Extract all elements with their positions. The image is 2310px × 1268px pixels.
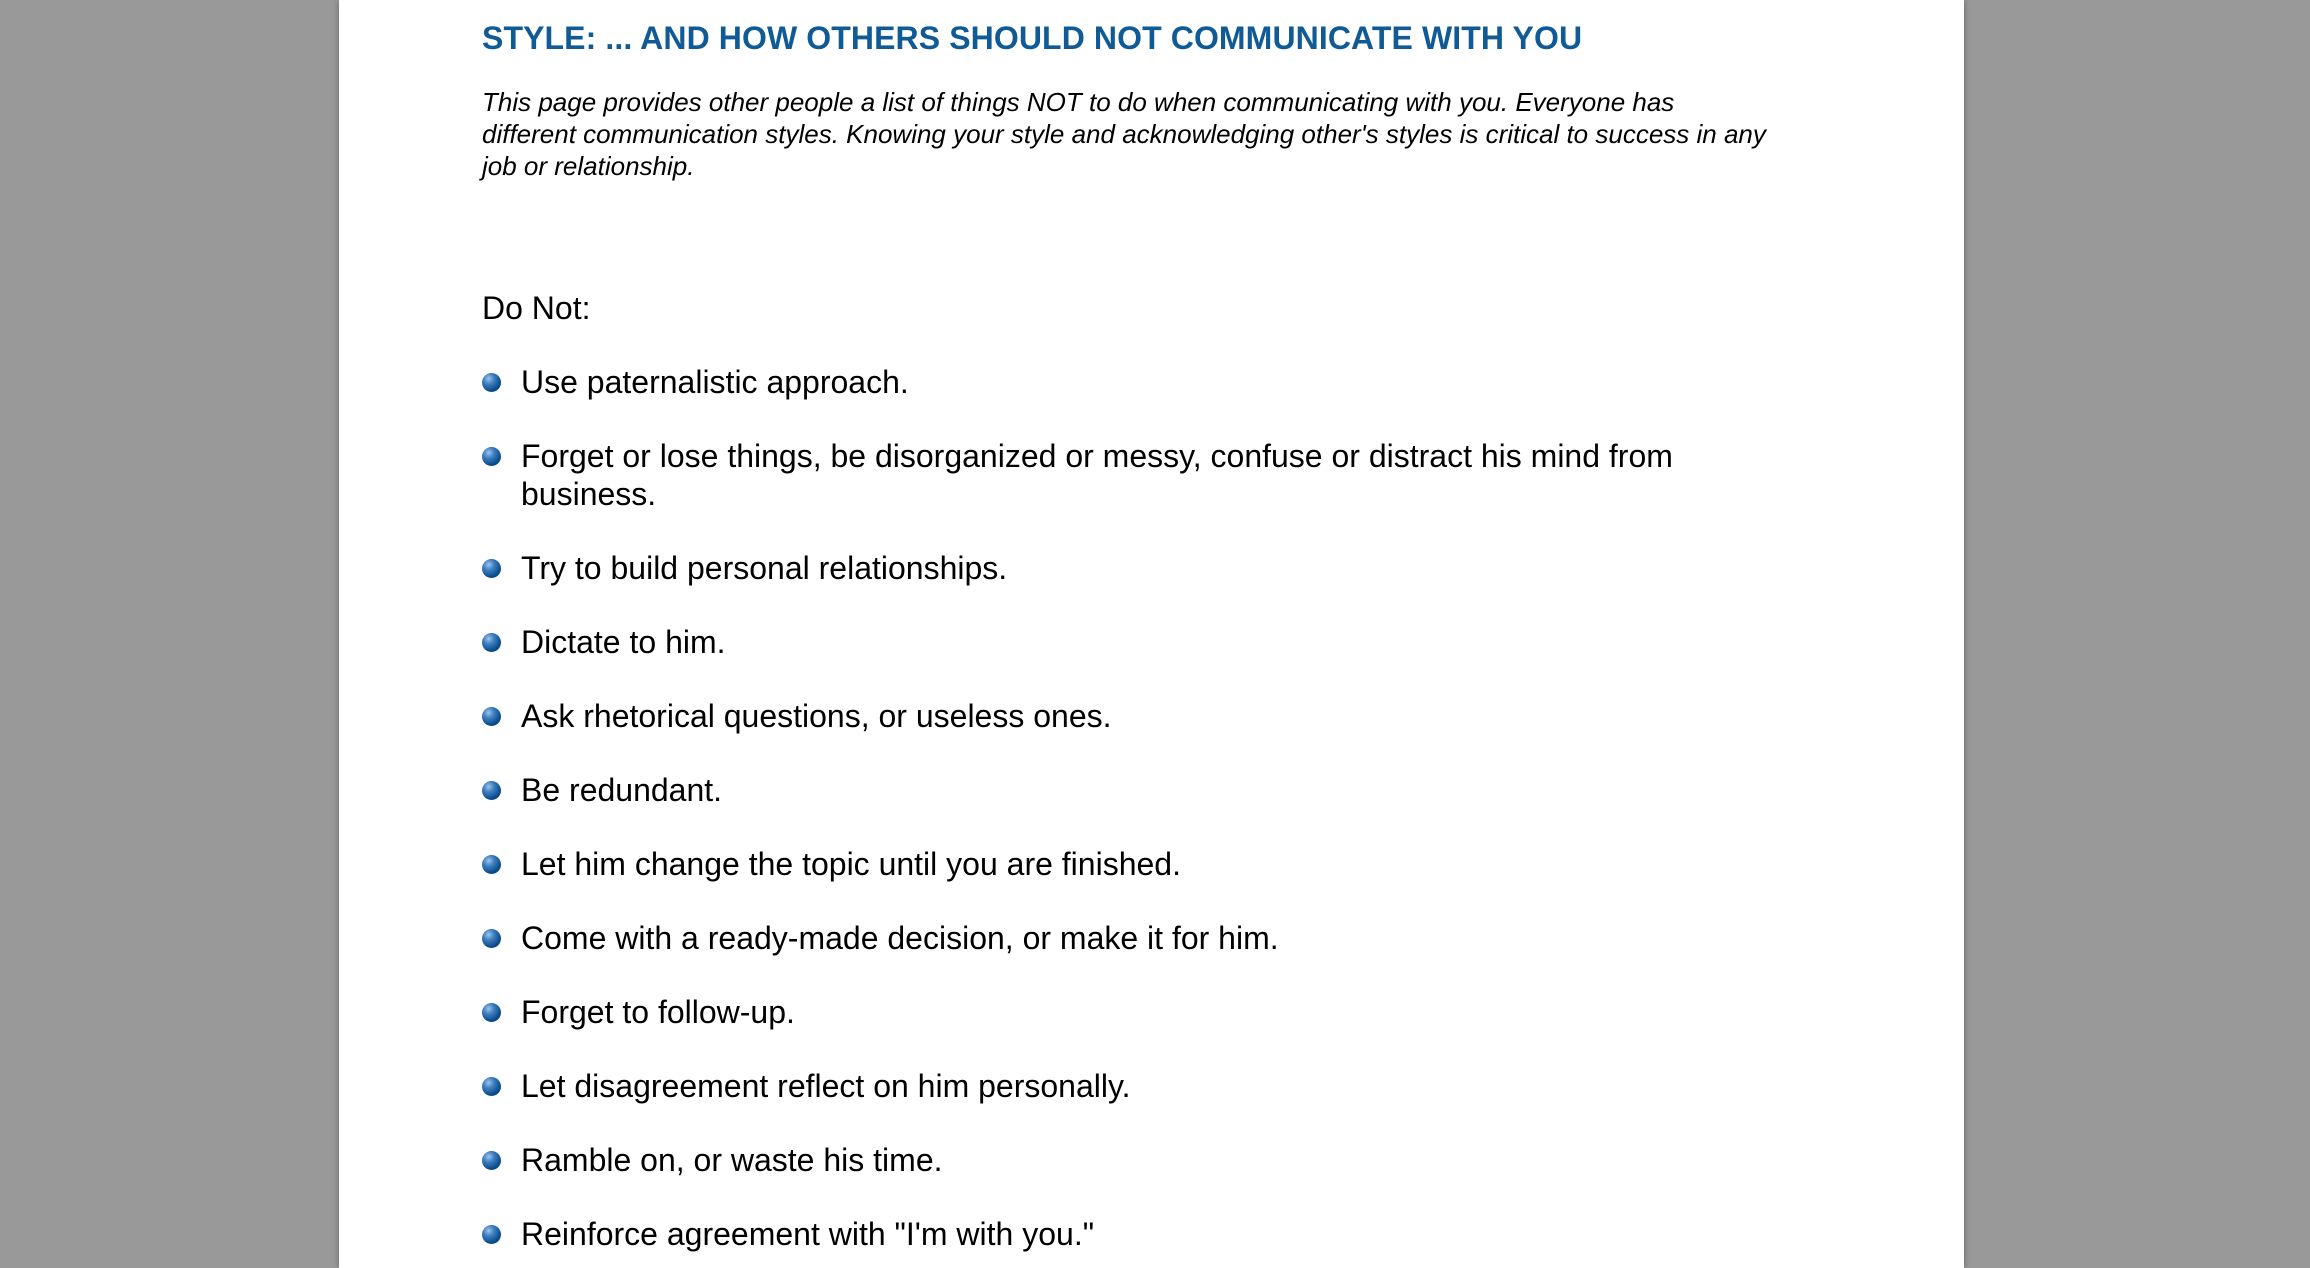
list-item-text: Use paternalistic approach. — [521, 364, 909, 400]
list-label: Do Not: — [482, 290, 591, 326]
intro-paragraph: This page provides other people a list of things NOT to do when communicating with you. Everyone has different communication styles. Knowing your style and acknowledging other's styles is critical to success in any job or relationship. — [482, 87, 1766, 181]
list-item — [482, 1141, 1842, 1179]
list-item — [482, 1215, 1842, 1253]
blue-sphere-bullet-icon — [482, 1003, 501, 1022]
blue-sphere-bullet-icon — [482, 373, 501, 392]
blue-sphere-bullet-icon — [482, 929, 501, 948]
list-item-text: Come with a ready-made decision, or make it for him. — [521, 920, 1279, 956]
document-page — [339, 0, 1964, 1268]
list-item — [482, 623, 1842, 661]
list-item-text: Be redundant. — [521, 772, 723, 808]
blue-sphere-bullet-icon — [482, 1077, 501, 1096]
list-item-text: Forget to follow-up. — [521, 994, 795, 1030]
list-item — [482, 697, 1842, 735]
blue-sphere-bullet-icon — [482, 1151, 501, 1170]
list-item-text: Forget or lose things, be disorganized or messy, confuse or distract his mind from business. — [521, 438, 1673, 512]
blue-sphere-bullet-icon — [482, 707, 501, 726]
list-item-text: Ask rhetorical questions, or useless ones. — [521, 698, 1112, 734]
list-item — [482, 1067, 1842, 1105]
list-item-text: Reinforce agreement with "I'm with you." — [521, 1216, 1095, 1252]
blue-sphere-bullet-icon — [482, 559, 501, 578]
blue-sphere-bullet-icon — [482, 855, 501, 874]
page-heading: STYLE: ... AND HOW OTHERS SHOULD NOT COMMUNICATE WITH YOU — [482, 20, 1583, 56]
blue-sphere-bullet-icon — [482, 1225, 501, 1244]
list-item — [482, 919, 1842, 957]
list-item — [482, 437, 1842, 513]
list-item-text: Let him change the topic until you are finished. — [521, 846, 1181, 882]
do-not-list — [482, 363, 1842, 1268]
list-item — [482, 993, 1842, 1031]
list-item — [482, 363, 1842, 401]
list-item — [482, 845, 1842, 883]
blue-sphere-bullet-icon — [482, 781, 501, 800]
list-item-text: Dictate to him. — [521, 624, 726, 660]
blue-sphere-bullet-icon — [482, 447, 501, 466]
list-item — [482, 549, 1842, 587]
list-item — [482, 771, 1842, 809]
blue-sphere-bullet-icon — [482, 633, 501, 652]
list-item-text: Ramble on, or waste his time. — [521, 1142, 943, 1178]
list-item-text: Let disagreement reflect on him personally. — [521, 1068, 1131, 1104]
list-item-text: Try to build personal relationships. — [521, 550, 1008, 586]
